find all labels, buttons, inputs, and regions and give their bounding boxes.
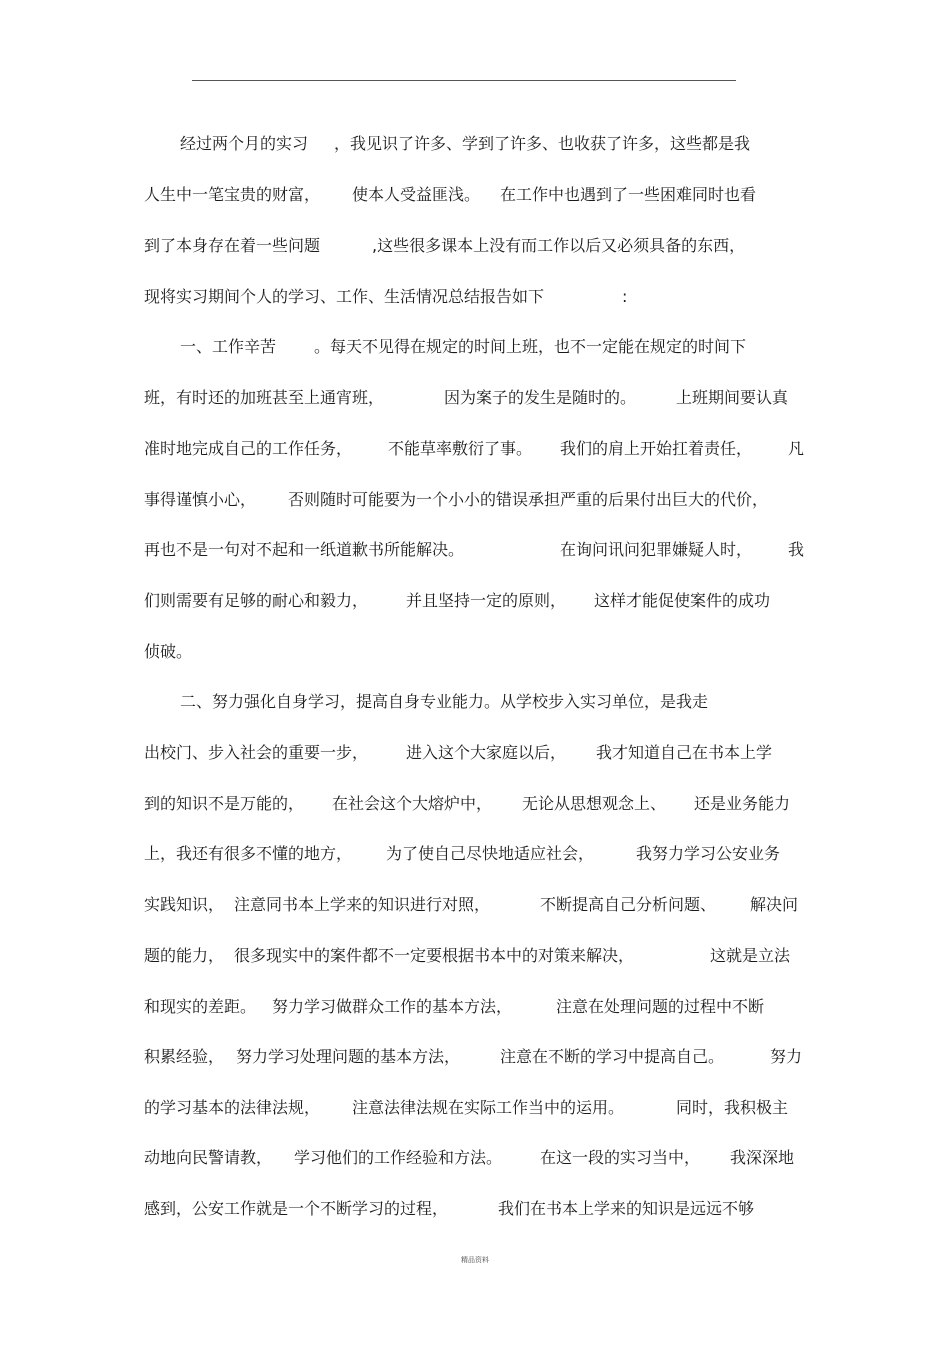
text-segment: 们则需要有足够的耐心和毅力，	[144, 591, 369, 610]
text-line	[0, 1146, 950, 1170]
text-segment: 注意在不断的学习中提高自己。	[500, 1047, 725, 1066]
text-line	[0, 589, 950, 613]
footer-label: 精品资料	[461, 1256, 489, 1264]
text-segment: 进入这个大家庭以后，	[406, 743, 567, 762]
text-segment: 不断提高自己分析问题、	[540, 895, 717, 914]
text-segment: 否则随时可能要为一个小小的错误承担严重的后果付出巨大的代价，	[288, 490, 769, 509]
text-segment: 准时地完成自己的工作任务，	[144, 439, 353, 458]
text-line	[0, 690, 950, 714]
text-segment: 解决问	[750, 895, 799, 914]
text-line	[0, 488, 950, 512]
text-segment: ，我见识了许多、学到了许多、也收获了许多，这些都是我	[334, 134, 751, 153]
text-line	[0, 234, 950, 258]
text-segment: 题的能力，	[144, 946, 225, 965]
text-segment: 我们的肩上开始扛着责任，	[560, 439, 753, 458]
text-line	[0, 1197, 950, 1221]
text-segment: 出校门、步入社会的重要一步，	[144, 743, 369, 762]
text-segment: 这样才能促使案件的成功	[594, 591, 771, 610]
text-segment: 在询问讯问犯罪嫌疑人时，	[560, 540, 753, 559]
text-segment: :	[622, 287, 628, 306]
text-segment: 。每天不见得在规定的时间上班，也不一定能在规定的时间下	[314, 337, 747, 356]
text-segment: 人生中一笔宝贵的财富，	[144, 185, 321, 204]
text-segment: 实践知识，	[144, 895, 225, 914]
text-segment: 不能草率敷衍了事。	[388, 439, 533, 458]
text-segment: 努力	[770, 1047, 803, 1066]
text-segment: 经过两个月的实习	[180, 134, 309, 153]
text-segment: 的学习基本的法律法规，	[144, 1098, 321, 1117]
text-segment: 一、工作辛苦	[180, 337, 277, 356]
text-line	[0, 640, 950, 664]
text-segment: 我才知道自己在书本上学	[596, 743, 773, 762]
text-line	[0, 183, 950, 207]
text-segment: 积累经验，	[144, 1047, 225, 1066]
text-segment: ,这些很多课本上没有而工作以后又必须具备的东西，	[372, 236, 746, 255]
text-segment: 注意同书本上学来的知识进行对照，	[234, 895, 491, 914]
text-segment: 无论从思想观念上、	[522, 794, 667, 813]
text-segment: 为了使自己尽快地适应社会，	[386, 844, 595, 863]
text-segment: 我努力学习公安业务	[636, 844, 781, 863]
text-line	[0, 893, 950, 917]
text-line	[0, 335, 950, 359]
text-segment: 在工作中也遇到了一些困难同时也看	[500, 185, 757, 204]
text-line	[0, 944, 950, 968]
text-segment: 和现实的差距。	[144, 997, 257, 1016]
text-segment: 事得谨慎小心，	[144, 490, 257, 509]
text-segment: 努力学习处理问题的基本方法，	[236, 1047, 461, 1066]
text-segment: 上班期间要认真	[676, 388, 789, 407]
text-segment: 使本人受益匪浅。	[352, 185, 481, 204]
text-segment: 注意法律法规在实际工作当中的运用。	[352, 1098, 625, 1117]
text-segment: 同时，我积极主	[676, 1098, 789, 1117]
text-segment: 很多现实中的案件都不一定要根据书本中的对策来解决，	[234, 946, 635, 965]
text-line	[0, 132, 950, 156]
text-segment: 在这一段的实习当中，	[540, 1148, 701, 1167]
text-segment: 到了本身存在着一些问题	[144, 236, 321, 255]
text-segment: 班，有时还的加班甚至上通宵班，	[144, 388, 385, 407]
text-segment: 我	[788, 540, 805, 559]
header-rule	[192, 80, 736, 81]
text-segment: 注意在处理问题的过程中不断	[556, 997, 765, 1016]
text-segment: 二、努力强化自身学习，提高自身专业能力。从学校步入实习单位，是我走	[180, 692, 709, 711]
text-segment: 这就是立法	[710, 946, 791, 965]
text-segment: 并且坚持一定的原则，	[406, 591, 567, 610]
text-line	[0, 386, 950, 410]
text-line	[0, 842, 950, 866]
text-segment: 还是业务能力	[694, 794, 791, 813]
text-segment: 现将实习期间个人的学习、工作、生活情况总结报告如下	[144, 287, 545, 306]
text-segment: 努力学习做群众工作的基本方法，	[272, 997, 513, 1016]
text-segment: 上，我还有很多不懂的地方，	[144, 844, 353, 863]
text-segment: 学习他们的工作经验和方法。	[294, 1148, 503, 1167]
text-line	[0, 437, 950, 461]
text-line	[0, 995, 950, 1019]
text-segment: 到的知识不是万能的，	[144, 794, 305, 813]
text-segment: 再也不是一句对不起和一纸道歉书所能解决。	[144, 540, 465, 559]
text-segment: 凡	[788, 439, 805, 458]
text-line	[0, 741, 950, 765]
text-segment: 因为案子的发生是随时的。	[444, 388, 637, 407]
text-segment: 在社会这个大熔炉中，	[332, 794, 493, 813]
text-segment: 我们在书本上学来的知识是远远不够	[498, 1199, 755, 1218]
text-line	[0, 1045, 950, 1069]
text-segment: 我深深地	[730, 1148, 795, 1167]
text-line	[0, 538, 950, 562]
text-line	[0, 792, 950, 816]
text-segment: 动地向民警请教，	[144, 1148, 273, 1167]
text-line	[0, 285, 950, 309]
text-segment: 侦破。	[144, 642, 193, 661]
text-line	[0, 1096, 950, 1120]
text-segment: 感到，公安工作就是一个不断学习的过程，	[144, 1199, 449, 1218]
